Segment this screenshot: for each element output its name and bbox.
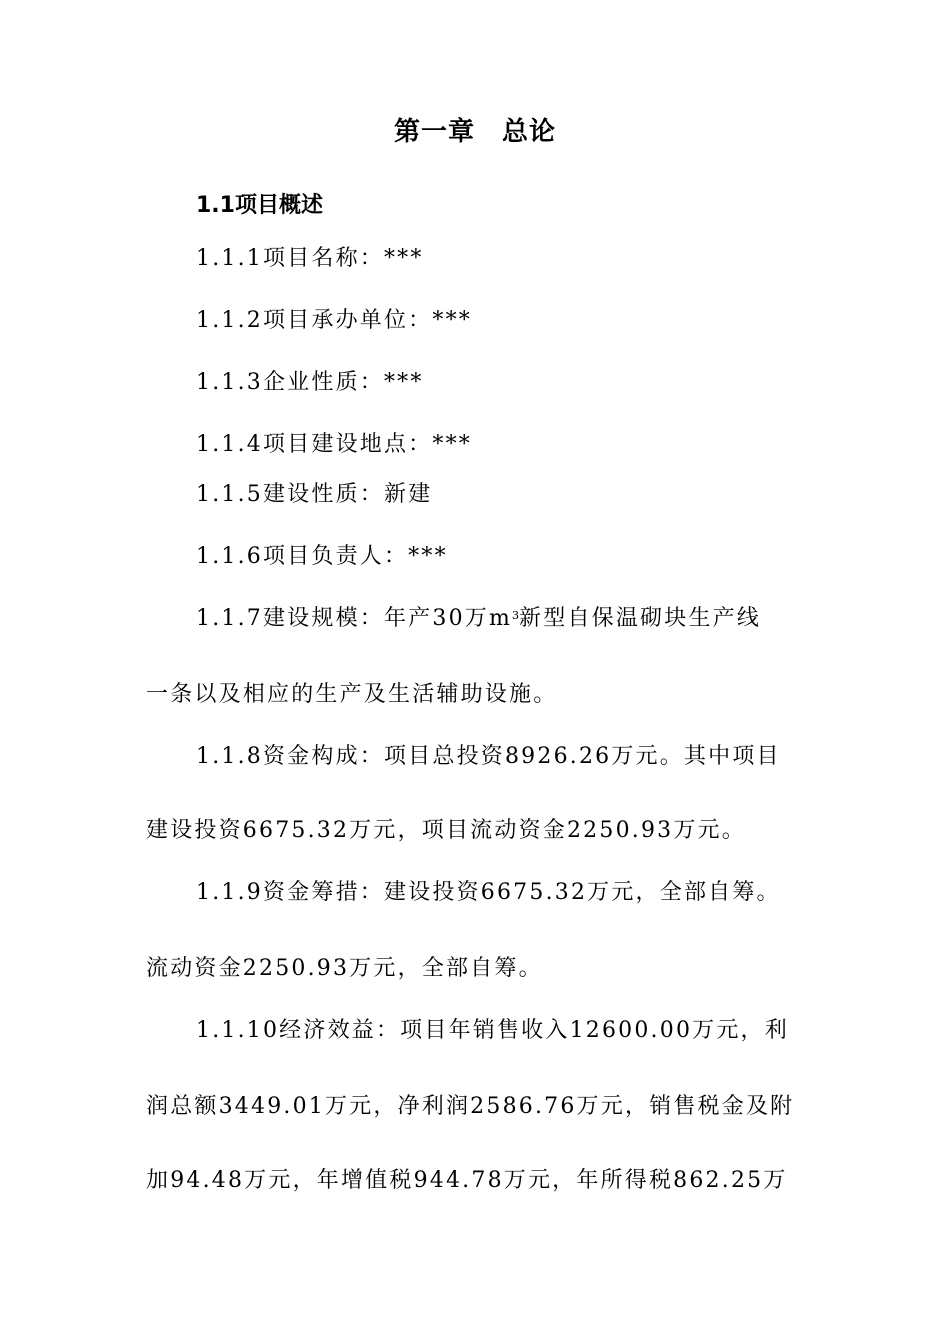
chapter-title: 第一章 总论 xyxy=(393,117,556,147)
scale-text-part-2: 新型自保温砌块生产线 xyxy=(519,606,762,631)
fund-raising-continuation: 流动资金2250.93万元，全部自筹。 xyxy=(146,956,543,981)
item-construction-scale xyxy=(196,603,761,635)
item-capital-composition: 1.1.8资金构成：项目总投资8926.26万元。其中项目 xyxy=(196,744,781,769)
capital-continuation: 建设投资6675.32万元，项目流动资金2250.93万元。 xyxy=(146,818,746,843)
item-project-leader: 1.1.6项目负责人：*** xyxy=(196,544,448,569)
item-undertaking-unit: 1.1.2项目承办单位：*** xyxy=(196,308,472,333)
scale-continuation: 一条以及相应的生产及生活辅助设施。 xyxy=(146,682,558,707)
item-enterprise-nature: 1.1.3企业性质：*** xyxy=(196,370,424,395)
item-construction-type: 1.1.5建设性质：新建 xyxy=(196,482,433,507)
superscript-3: 3 xyxy=(512,609,520,622)
item-project-name: 1.1.1项目名称：*** xyxy=(196,246,424,271)
item-fund-raising: 1.1.9资金筹措：建设投资6675.32万元，全部自筹。 xyxy=(196,880,781,905)
item-economic-benefit: 1.1.10经济效益：项目年销售收入12600.00万元，利 xyxy=(196,1018,789,1043)
benefit-continuation-2: 加94.48万元，年增值税944.78万元，年所得税862.25万 xyxy=(146,1168,788,1193)
benefit-continuation-1: 润总额3449.01万元，净利润2586.76万元，销售税金及附 xyxy=(146,1094,795,1119)
scale-text-part-1: 1.1.7建设规模：年产30万m xyxy=(196,606,513,631)
section-heading: 1.1项目概述 xyxy=(196,193,323,218)
item-construction-site: 1.1.4项目建设地点：*** xyxy=(196,432,472,457)
